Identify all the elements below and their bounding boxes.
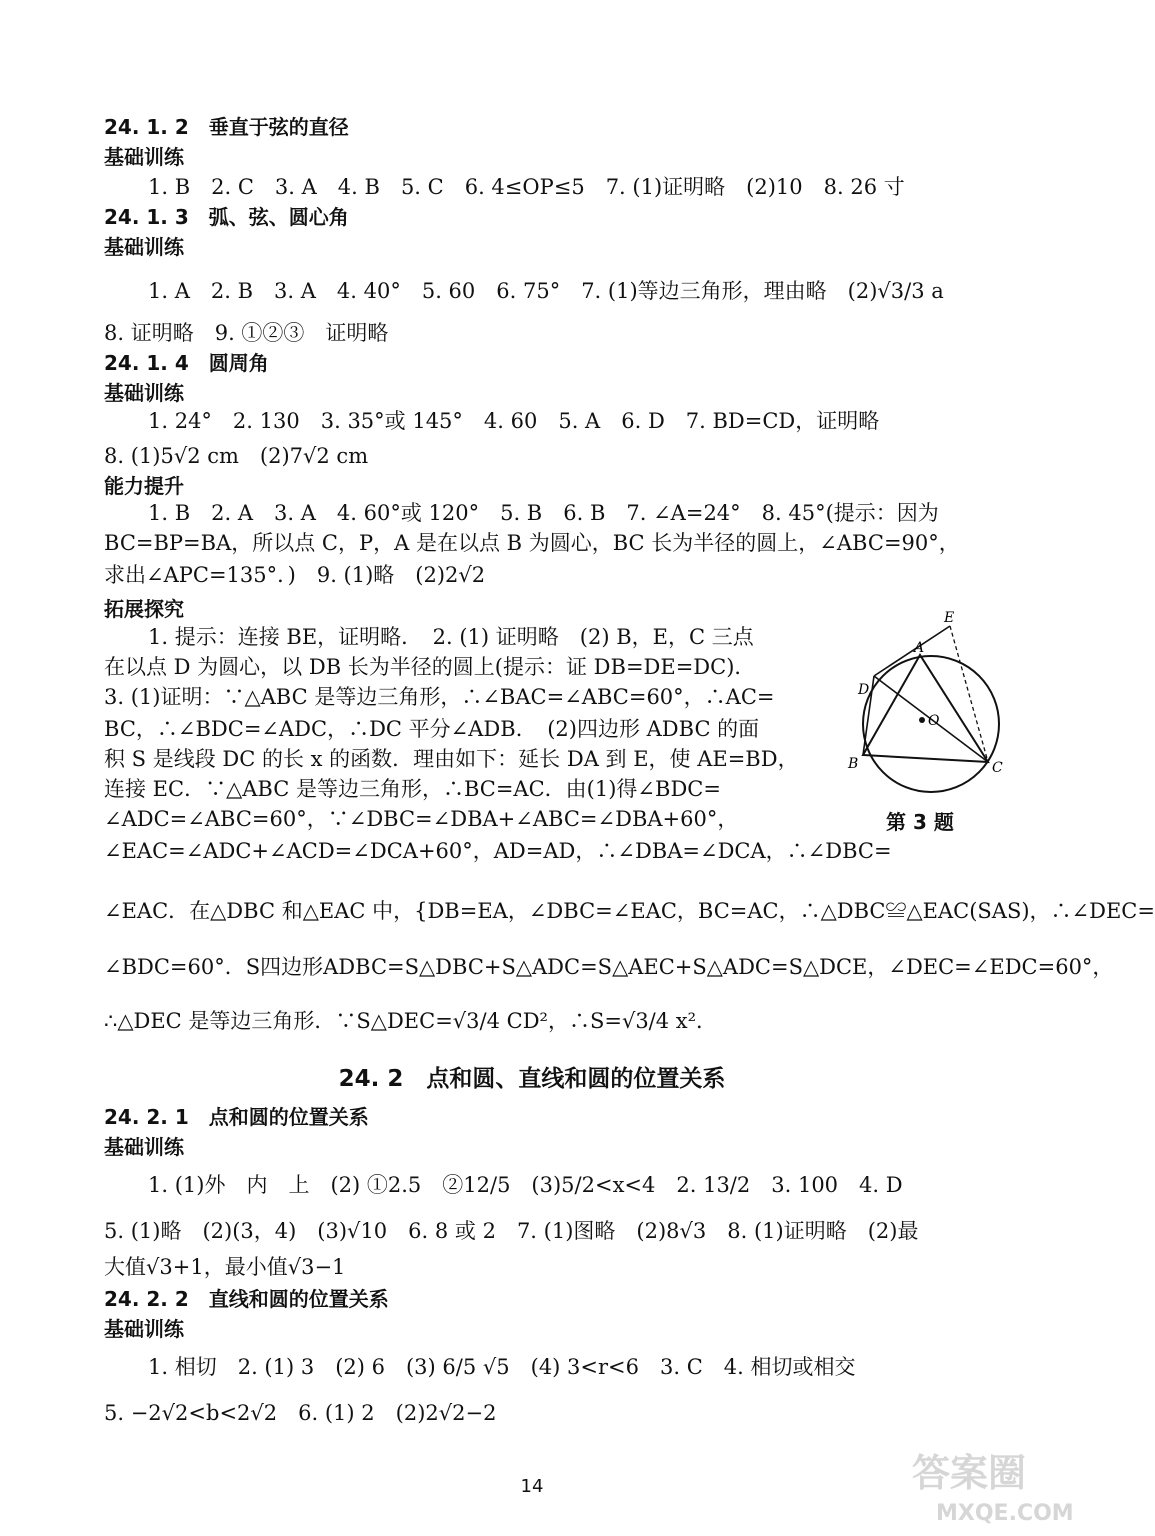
answer-line: ∠EAC=∠ADC+∠ACD=∠DCA+60°，AD=AD，∴∠DBA=∠DCA，∴∠DBC=: [104, 839, 892, 863]
answer-line: 1. B 2. C 3. A 4. B 5. C 6. 4≤OP≤5 7. (1)证明略 (2)10 8. 26 寸: [148, 175, 905, 199]
subheading-basic-training: 基础训练: [104, 1317, 184, 1341]
label-b: B: [848, 756, 859, 772]
answer-line: 积 S 是线段 DC 的长 x 的函数．理由如下：延长 DA 到 E，使 AE=BD，: [104, 747, 799, 771]
answer-line: 求出∠APC=135°．) 9. (1)略 (2)2√2: [104, 563, 486, 587]
subheading-basic-training: 基础训练: [104, 235, 184, 259]
answer-line: 1. (1)外 内 上 (2) ①2.5 ②12/5 (3)5/2<x<4 2. 13/2 3. 100 4. D: [148, 1173, 903, 1197]
answer-line: 3. (1)证明：∵△ABC 是等边三角形，∴∠BAC=∠ABC=60°，∴AC=: [104, 685, 775, 709]
svg-text:MXQE.COM: MXQE.COM: [936, 1501, 1074, 1526]
label-d: D: [858, 682, 870, 698]
answer-line: 1. A 2. B 3. A 4. 40° 5. 60 6. 75° 7. (1)等边三角形，理由略 (2)√3/3 a: [148, 279, 944, 303]
figure-caption: 第 3 题: [886, 810, 954, 834]
subheading-basic-training: 基础训练: [104, 145, 184, 169]
label-c: C: [992, 760, 1003, 776]
label-e: E: [944, 610, 955, 626]
subheading-basic-training: 基础训练: [104, 1135, 184, 1159]
answer-line: ∠BDC=60°．S四边形ADBC=S△DBC+S△ADC=S△AEC+S△ADC=S△DCE，∠DEC=∠EDC=60°，: [104, 955, 1114, 979]
answer-line: 1. 提示：连接 BE，证明略． 2. (1) 证明略 (2) B，E，C 三点: [148, 625, 754, 649]
answer-line: 连接 EC．∵△ABC 是等边三角形，∴BC=AC．由(1)得∠BDC=: [104, 777, 721, 801]
heading-24-2-1: 24. 2. 1 点和圆的位置关系: [104, 1105, 369, 1129]
answer-line: 1. 相切 2. (1) 3 (2) 6 (3) 6/5 √5 (4) 3<r<6 3. C 4. 相切或相交: [148, 1355, 856, 1379]
center-point: [919, 717, 925, 723]
answer-line: 大值√3+1，最小值√3−1: [104, 1255, 346, 1279]
answer-line: 8. 证明略 9. ①②③ 证明略: [104, 321, 389, 345]
answer-line: BC，∴∠BDC=∠ADC，∴DC 平分∠ADB． (2)四边形 ADBC 的面: [104, 717, 760, 741]
answer-line: 1. B 2. A 3. A 4. 60°或 120° 5. B 6. B 7. ∠A=24° 8. 45°(提示：因为: [148, 501, 939, 525]
answer-line: BC=BP=BA，所以点 C，P，A 是在以点 B 为圆心，BC 长为半径的圆上，∠ABC=90°，: [104, 531, 960, 555]
heading-24-1-3: 24. 1. 3 弧、弦、圆心角: [104, 205, 349, 229]
heading-24-2-2: 24. 2. 2 直线和圆的位置关系: [104, 1287, 389, 1311]
answer-line: 1. 24° 2. 130 3. 35°或 145° 4. 60 5. A 6. D 7. BD=CD，证明略: [148, 409, 880, 433]
segment-ec: [950, 626, 988, 762]
page-number: 14: [520, 1476, 544, 1497]
answer-line: ∠ADC=∠ABC=60°，∵∠DBC=∠DBA+∠ABC=∠DBA+60°，: [104, 807, 739, 831]
subheading-extension: 拓展探究: [104, 597, 184, 621]
answer-line: 8. (1)5√2 cm (2)7√2 cm: [104, 444, 369, 468]
answer-line: 5. −2√2<b<2√2 6. (1) 2 (2)2√2−2: [104, 1401, 497, 1425]
label-o: O: [928, 713, 940, 729]
label-a: A: [914, 640, 925, 656]
answer-line: 在以点 D 为圆心，以 DB 长为半径的圆上(提示：证 DB=DE=DC)．: [104, 655, 756, 679]
subheading-ability: 能力提升: [104, 474, 184, 498]
heading-24-1-4: 24. 1. 4 圆周角: [104, 351, 269, 375]
subheading-basic-training: 基础训练: [104, 381, 184, 405]
watermark-logo: [906, 1440, 1074, 1530]
heading-24-1-2: 24. 1. 2 垂直于弦的直径: [104, 115, 349, 139]
answer-line: ∠EAC．在△DBC 和△EAC 中，{DB=EA，∠DBC=∠EAC，BC=AC，∴△DBC≌△EAC(SAS)，∴∠DEC=: [104, 899, 1155, 923]
answer-line: 5. (1)略 (2)(3，4) (3)√10 6. 8 或 2 7. (1)图略 (2)8√3 8. (1)证明略 (2)最: [104, 1219, 919, 1243]
section-title: 24. 2 点和圆、直线和圆的位置关系: [338, 1066, 726, 1092]
svg-text:答案圈: 答案圈: [912, 1451, 1027, 1495]
answer-line: ∴△DEC 是等边三角形．∵S△DEC=√3/4 CD²，∴S=√3/4 x²．: [104, 1009, 718, 1033]
